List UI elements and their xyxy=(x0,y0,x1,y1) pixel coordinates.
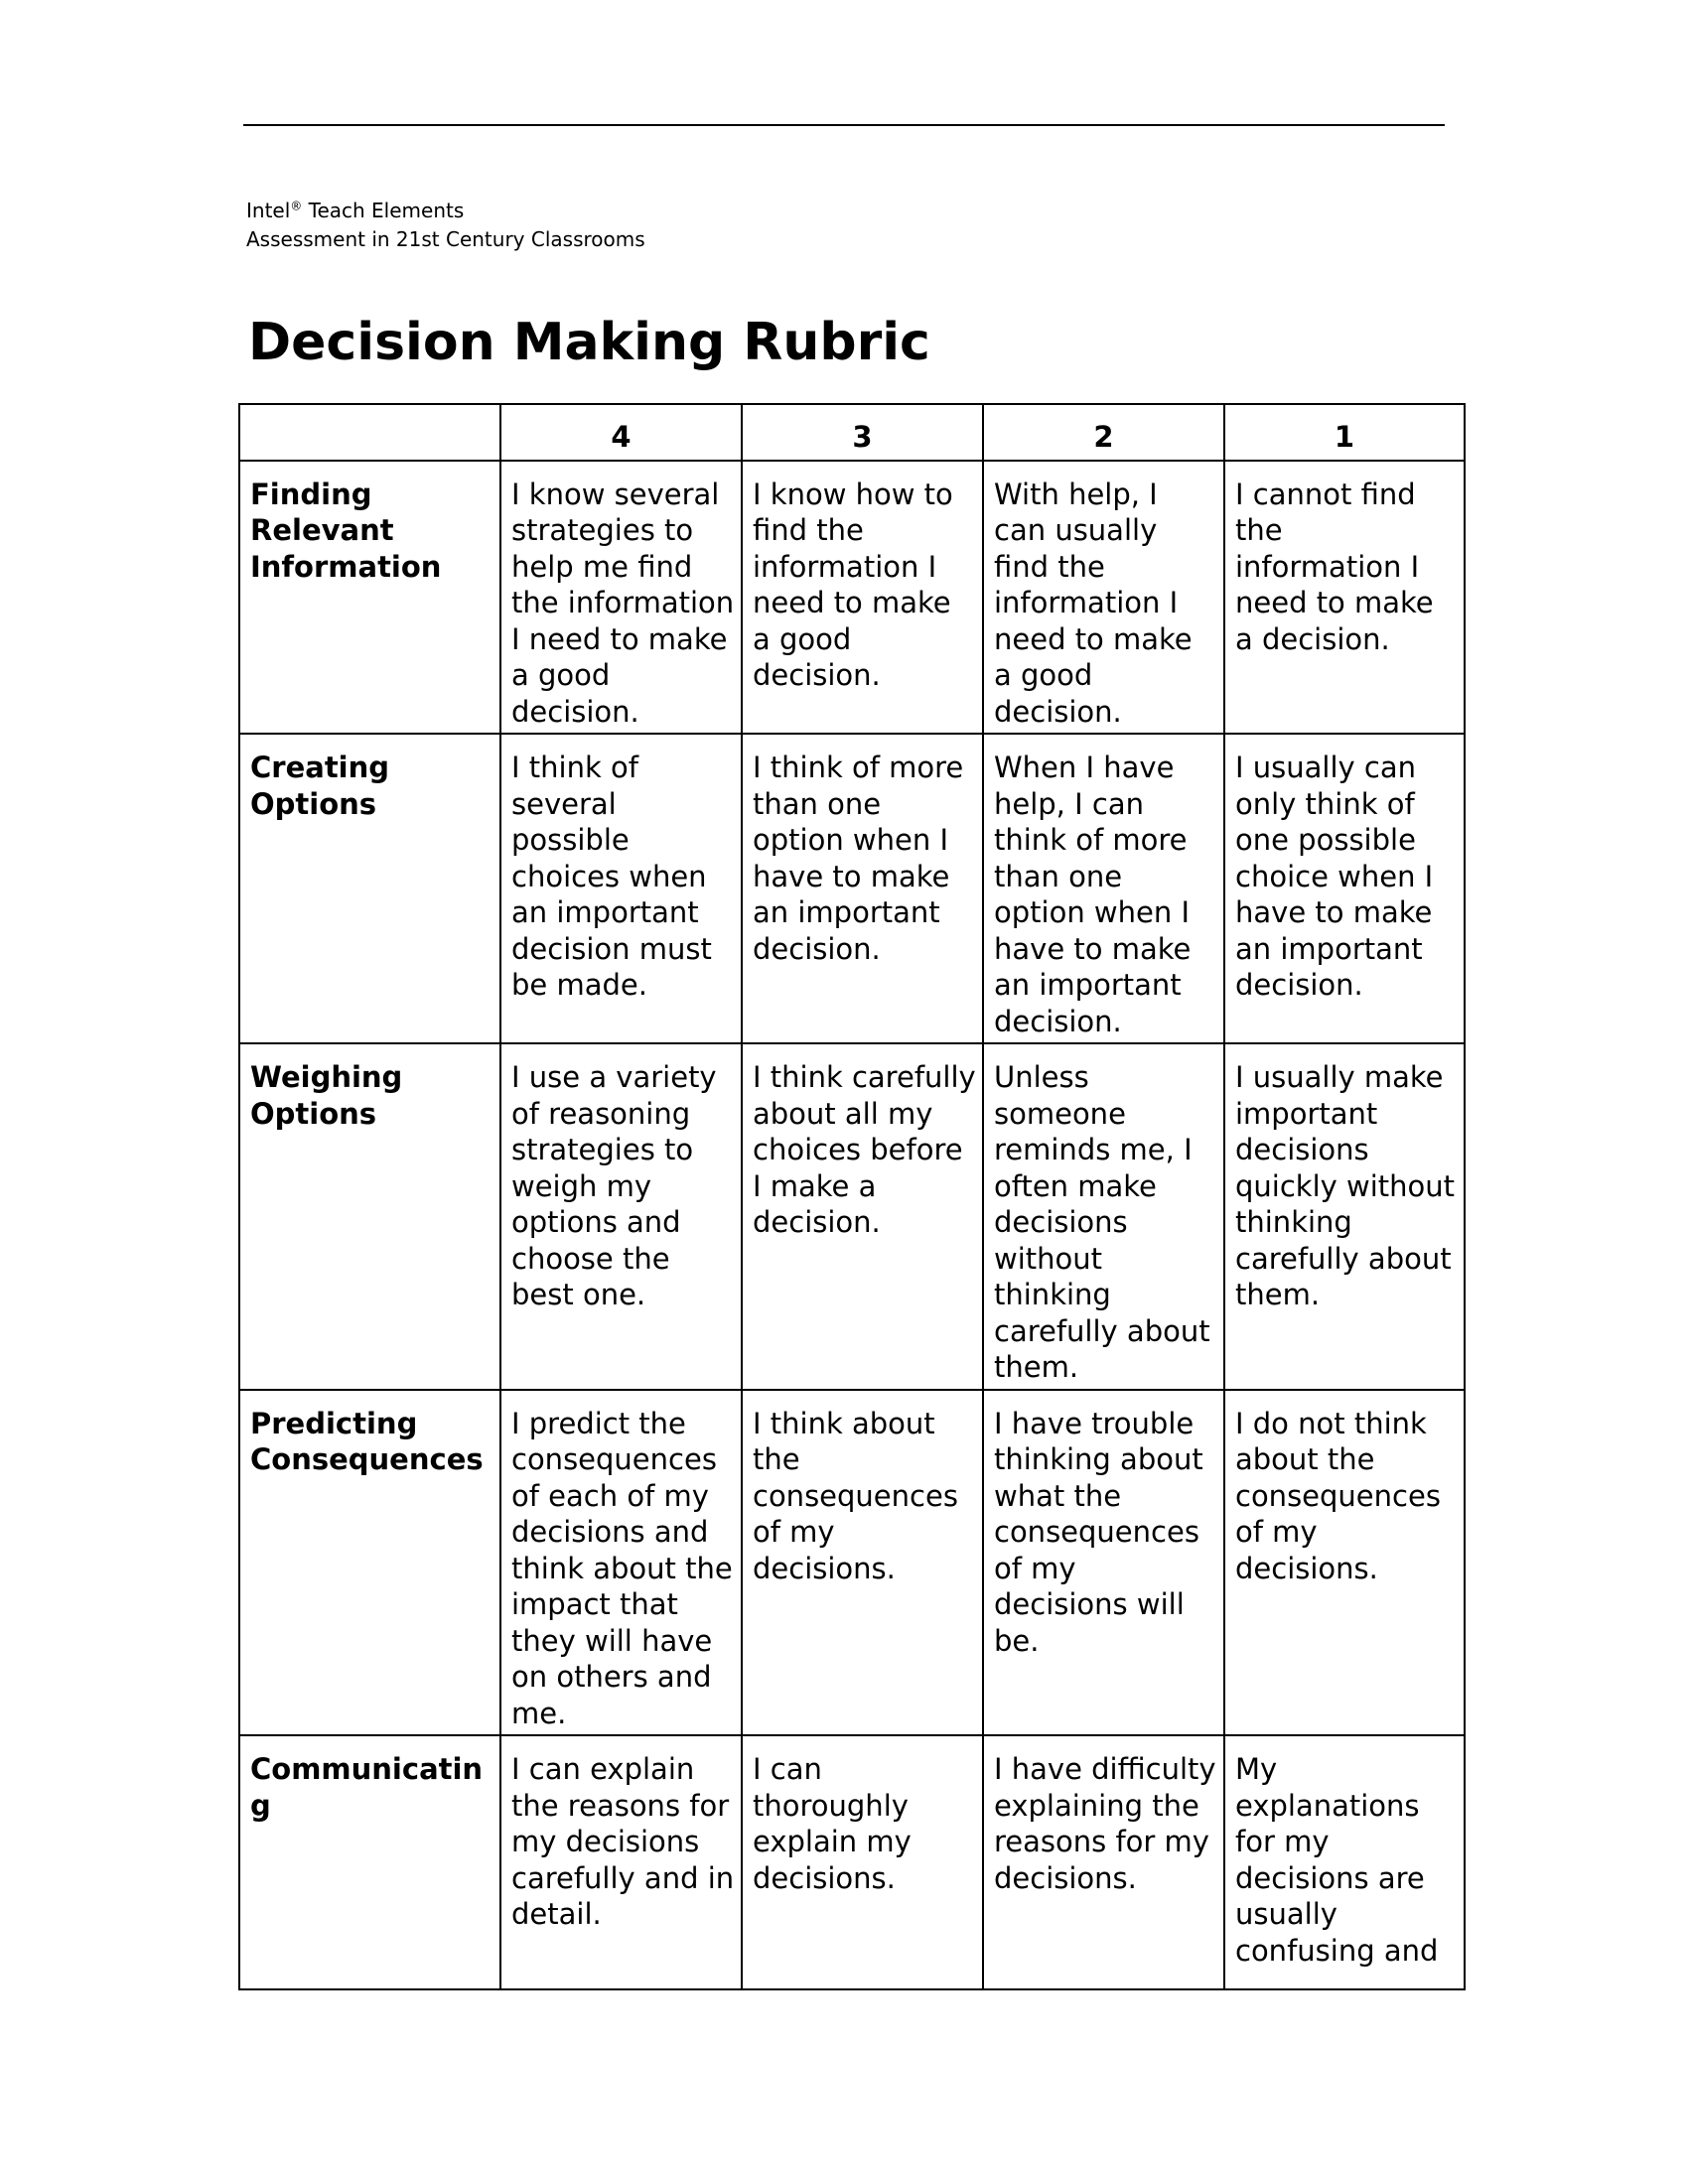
rubric-cell: I can explain the reasons for my decisions carefully and in detail. xyxy=(500,1735,742,1989)
rubric-cell: I have difficulty explaining the reasons for my decisions. xyxy=(983,1735,1224,1989)
table-row xyxy=(239,734,1465,1043)
rubric-cell: My explanations for my decisions are usually confusing and xyxy=(1224,1735,1465,1989)
header-rule xyxy=(243,124,1445,126)
page-title: Decision Making Rubric xyxy=(248,313,930,372)
rubric-cell: Unless someone reminds me, I often make decisions without thinking carefully about them. xyxy=(983,1043,1224,1390)
table-row xyxy=(239,1043,1465,1390)
rubric-cell: I think carefully about all my choices before I make a decision. xyxy=(742,1043,983,1390)
registered-mark: ® xyxy=(290,199,303,213)
rubric-cell: I use a variety of reasoning strategies to weigh my options and choose the best one. xyxy=(500,1043,742,1390)
rubric-header-row xyxy=(239,404,1465,461)
table-row xyxy=(239,461,1465,735)
header-line-1 xyxy=(246,197,645,225)
criterion-cell: Finding Relevant Information xyxy=(239,461,500,735)
header-cell-blank xyxy=(239,404,500,461)
rubric-cell: I have trouble thinking about what the consequences of my decisions will be. xyxy=(983,1390,1224,1736)
rubric-cell: I think of several possible choices when an important decision must be made. xyxy=(500,734,742,1043)
rubric-cell: I do not think about the consequences of my decisions. xyxy=(1224,1390,1465,1736)
header-brand: Intel xyxy=(246,199,291,222)
rubric-cell: I think about the consequences of my decisions. xyxy=(742,1390,983,1736)
rubric-cell: I know how to find the information I need to make a good decision. xyxy=(742,461,983,735)
rubric-cell: I cannot find the information I need to make a decision. xyxy=(1224,461,1465,735)
rubric-cell: I know several strategies to help me find the information I need to make a good decision. xyxy=(500,461,742,735)
criterion-cell: Communicating xyxy=(239,1735,500,1989)
header-cell-score-1: 1 xyxy=(1224,404,1465,461)
header-cell-score-4: 4 xyxy=(500,404,742,461)
header-cell-score-3: 3 xyxy=(742,404,983,461)
table-row xyxy=(239,1390,1465,1736)
document-header xyxy=(246,197,645,254)
table-row xyxy=(239,1735,1465,1989)
rubric-cell: With help, I can usually find the information I need to make a good decision. xyxy=(983,461,1224,735)
rubric-cell: I usually can only think of one possible choice when I have to make an important decision. xyxy=(1224,734,1465,1043)
criterion-cell: Creating Options xyxy=(239,734,500,1043)
rubric-cell: I can thoroughly explain my decisions. xyxy=(742,1735,983,1989)
criterion-cell: Weighing Options xyxy=(239,1043,500,1390)
rubric-table xyxy=(238,403,1466,1990)
header-product: Teach Elements xyxy=(302,199,465,222)
rubric-cell: I predict the consequences of each of my decisions and think about the impact that they will have on others and me. xyxy=(500,1390,742,1736)
rubric-cell: I think of more than one option when I have to make an important decision. xyxy=(742,734,983,1043)
header-line-2: Assessment in 21st Century Classrooms xyxy=(246,227,645,251)
rubric-cell: When I have help, I can think of more than one option when I have to make an important decision. xyxy=(983,734,1224,1043)
rubric-cell: I usually make important decisions quickly without thinking carefully about them. xyxy=(1224,1043,1465,1390)
header-cell-score-2: 2 xyxy=(983,404,1224,461)
criterion-cell: Predicting Consequences xyxy=(239,1390,500,1736)
